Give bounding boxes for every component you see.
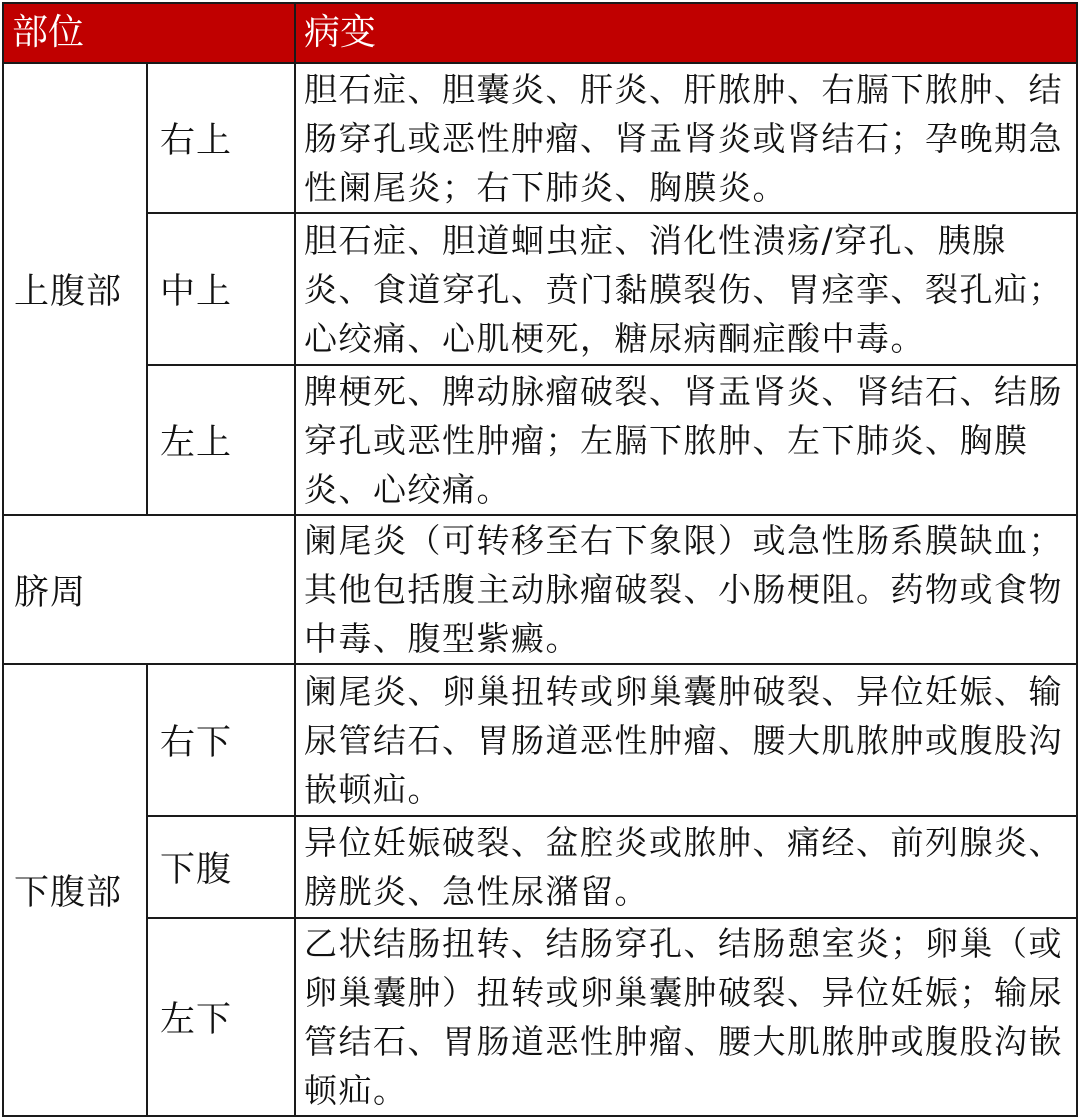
subregion-lower-middle: 下腹	[147, 816, 295, 918]
subregion-upper-middle: 中上	[147, 213, 295, 365]
region-periumbilical: 脐周	[3, 515, 295, 664]
table-row	[3, 63, 1077, 213]
subregion-lower-right: 右下	[147, 664, 295, 816]
table-body	[3, 63, 1077, 1116]
lesion-lower-right: 阑尾炎、卵巢扭转或卵巢囊肿破裂、异位妊娠、输尿管结石、胃肠道恶性肿瘤、腰大肌脓肿或腹股沟嵌顿疝。	[295, 664, 1077, 816]
region-upper-abdomen: 上腹部	[3, 63, 147, 515]
region-lower-abdomen: 下腹部	[3, 664, 147, 1116]
subregion-lower-left: 左下	[147, 918, 295, 1116]
lesion-periumbilical: 阑尾炎（可转移至右下象限）或急性肠系膜缺血；其他包括腹主动脉瘤破裂、小肠梗阻。药物或食物中毒、腹型紫癜。	[295, 515, 1077, 664]
table-row	[3, 515, 1077, 664]
abdominal-pain-table-wrapper	[2, 2, 1076, 1114]
table-header	[3, 3, 1077, 63]
lesion-lower-middle: 异位妊娠破裂、盆腔炎或脓肿、痛经、前列腺炎、膀胱炎、急性尿潴留。	[295, 816, 1077, 918]
table-row	[3, 918, 1077, 1116]
table-row	[3, 816, 1077, 918]
table-row	[3, 365, 1077, 515]
lesion-upper-middle: 胆石症、胆道蛔虫症、消化性溃疡/穿孔、胰腺炎、食道穿孔、贲门黏膜裂伤、胃痉挛、裂孔疝；心绞痛、心肌梗死，糖尿病酮症酸中毒。	[295, 213, 1077, 365]
lesion-upper-right: 胆石症、胆囊炎、肝炎、肝脓肿、右膈下脓肿、结肠穿孔或恶性肿瘤、肾盂肾炎或肾结石；孕晚期急性阑尾炎；右下肺炎、胸膜炎。	[295, 63, 1077, 213]
lesion-lower-left: 乙状结肠扭转、结肠穿孔、结肠憩室炎；卵巢（或卵巢囊肿）扭转或卵巢囊肿破裂、异位妊娠；输尿管结石、胃肠道恶性肿瘤、腰大肌脓肿或腹股沟嵌顿疝。	[295, 918, 1077, 1116]
abdominal-pain-location-table	[2, 2, 1078, 1117]
lesion-upper-left: 脾梗死、脾动脉瘤破裂、肾盂肾炎、肾结石、结肠穿孔或恶性肿瘤；左膈下脓肿、左下肺炎、胸膜炎、心绞痛。	[295, 365, 1077, 515]
table-row	[3, 213, 1077, 365]
header-row	[3, 3, 1077, 63]
table-row	[3, 664, 1077, 816]
subregion-upper-right: 右上	[147, 63, 295, 213]
header-region: 部位	[3, 3, 295, 63]
header-lesion: 病变	[295, 3, 1077, 63]
subregion-upper-left: 左上	[147, 365, 295, 515]
